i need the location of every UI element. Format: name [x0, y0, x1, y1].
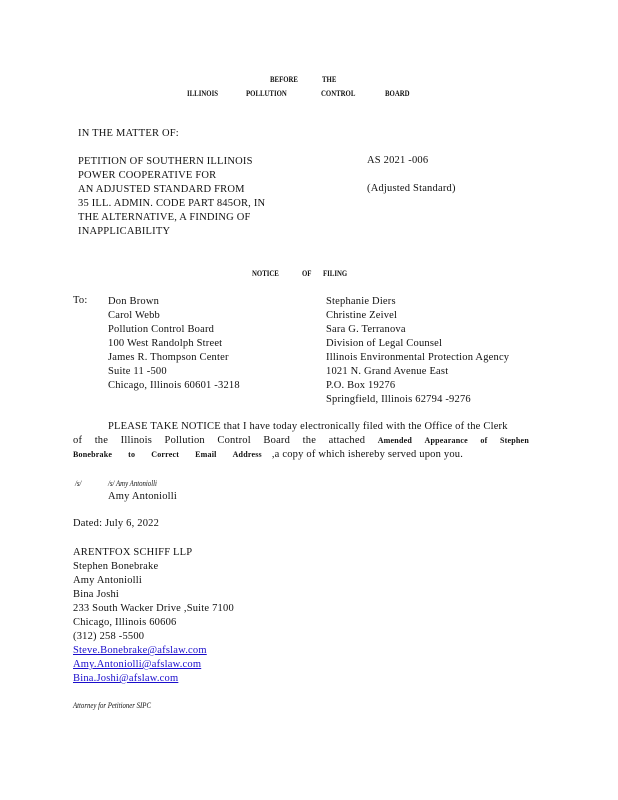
body-bold-word: Appearance	[424, 436, 468, 445]
recipient-line: Stephanie Diers	[326, 296, 396, 307]
email-link-joshi[interactable]: Bina.Joshi@afslaw.com	[73, 673, 179, 684]
body-word: Control	[217, 435, 251, 446]
recipients-right	[326, 295, 509, 407]
firm-line: Stephen Bonebrake	[73, 561, 159, 572]
body-word: the	[94, 435, 109, 446]
notice-body-line3	[73, 449, 463, 460]
in-the-matter: IN THE MATTER OF:	[78, 128, 179, 139]
email-link-bonebrake[interactable]: Steve.Bonebrake@afslaw.com	[73, 645, 207, 656]
recipient-line: Pollution Control Board	[108, 324, 215, 335]
body-bold-word: Email	[195, 450, 217, 459]
case-number: AS 2021 -006	[367, 155, 429, 166]
signature-mark-1: /s/	[75, 479, 82, 488]
to-label: To:	[73, 295, 88, 306]
firm-name: ARENTFOX SCHIFF LLP	[73, 547, 193, 558]
firm-block	[73, 546, 235, 686]
body-bold-word: of	[480, 436, 488, 445]
recipient-line: P.O. Box 19276	[326, 380, 396, 391]
recipient-line: Christine Zeivel	[326, 310, 398, 321]
recipient-line: 1021 N. Grand Avenue East	[326, 366, 449, 377]
recipient-line: Don Brown	[108, 296, 160, 307]
petition-line: PETITION OF SOUTHERN ILLINOIS	[78, 156, 253, 167]
petition-line: 35 ILL. ADMIN. CODE PART 845OR, IN	[78, 198, 266, 209]
firm-line: (312) 258 -5500	[73, 631, 145, 642]
caption-the: THE	[322, 75, 337, 84]
petition-line: INAPPLICABILITY	[78, 226, 171, 237]
recipient-line: Sara G. Terranova	[326, 324, 406, 335]
caption-board: BOARD	[385, 89, 410, 98]
attorney-line: Attorney for Petitioner SIPC	[73, 701, 152, 710]
body-bold-word: Address	[232, 450, 262, 459]
petition-line: POWER COOPERATIVE FOR	[78, 170, 217, 181]
notice-title-of: OF	[302, 269, 312, 278]
case-type: (Adjusted Standard)	[367, 183, 456, 194]
body-rest: ,a copy of which ishereby served upon you.	[271, 449, 464, 460]
body-word: of	[73, 435, 83, 446]
recipient-line: Carol Webb	[108, 310, 160, 321]
body-bold-word: to	[128, 450, 136, 459]
body-word: attached	[328, 435, 366, 446]
dated-line: Dated: July 6, 2022	[73, 518, 160, 529]
body-bold-word: Correct	[151, 450, 180, 459]
body-word: the	[302, 435, 317, 446]
body-bold-word: Amended	[377, 436, 412, 445]
caption-pollution: POLLUTION	[246, 89, 287, 98]
recipient-line: Suite 11 -500	[108, 366, 167, 377]
notice-body-line1: PLEASE TAKE NOTICE that I have today electronically filed with the Office of the Clerk	[108, 421, 508, 432]
recipient-line: 100 West Randolph Street	[108, 338, 223, 349]
body-bold-word: Bonebrake	[73, 450, 113, 459]
notice-body-line2	[73, 435, 529, 446]
body-word: Board	[263, 435, 291, 446]
notice-title-filing: FILING	[323, 269, 348, 278]
body-word: Illinois	[120, 435, 153, 446]
caption-before: BEFORE	[270, 75, 298, 84]
notice-title-notice: NOTICE	[252, 269, 279, 278]
signature-name: Amy Antoniolli	[108, 491, 178, 502]
caption-illinois: ILLINOIS	[187, 89, 218, 98]
firm-line: Amy Antoniolli	[73, 575, 143, 586]
signature-mark-2: /s/ Amy Antoniolli	[108, 479, 157, 488]
firm-line: Chicago, Illinois 60606	[73, 617, 177, 628]
body-bold-word: Stephen	[500, 436, 529, 445]
firm-line: 233 South Wacker Drive ,Suite 7100	[73, 603, 234, 614]
petition-caption	[78, 155, 298, 239]
petition-line: THE ALTERNATIVE, A FINDING OF	[78, 212, 251, 223]
caption-control: CONTROL	[321, 89, 356, 98]
body-word: Pollution	[164, 435, 205, 446]
recipient-line: James R. Thompson Center	[108, 352, 229, 363]
recipient-line: Division of Legal Counsel	[326, 338, 443, 349]
email-link-antoniolli[interactable]: Amy.Antoniolli@afslaw.com	[73, 659, 202, 670]
recipient-line: Springfield, Illinois 62794 -9276	[326, 394, 471, 405]
firm-line: Bina Joshi	[73, 589, 120, 600]
recipient-line: Chicago, Illinois 60601 -3218	[108, 380, 240, 391]
recipients-left	[108, 295, 240, 393]
recipient-line: Illinois Environmental Protection Agency	[326, 352, 510, 363]
petition-line: AN ADJUSTED STANDARD FROM	[78, 184, 245, 195]
